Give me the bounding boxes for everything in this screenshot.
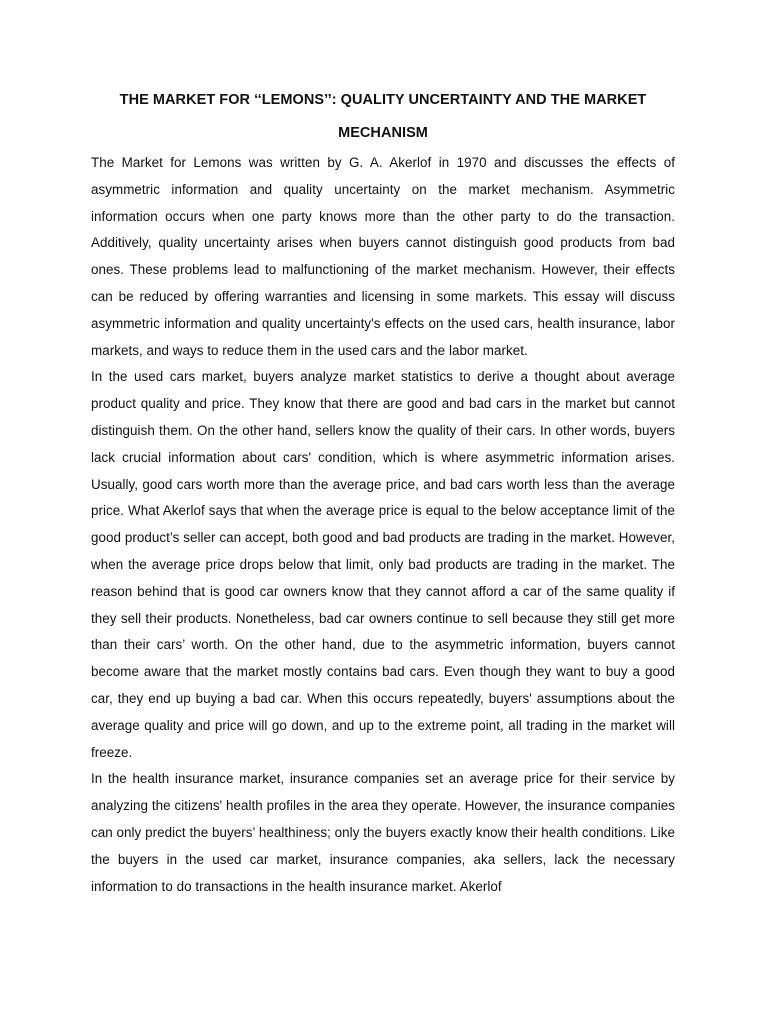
paragraph-intro: The Market for Lemons was written by G. A. Akerlof in 1970 and discusses the effects of asymmetric information and quality uncertainty on the market mechanism. Asymmetric information occurs when one party knows more than the other party to do the transaction. Additively, quality uncertainty arises when buyers cannot distinguish good products from bad ones. These problems lead to malfunctioning of the market mechanism. However, their effects can be reduced by offering warranties and licensing in some markets. This essay will discuss asymmetric information and quality uncertainty's effects on the used cars, health insurance, labor markets, and ways to reduce them in the used cars and the labor market. xyxy=(91,155,675,358)
document-body xyxy=(91,84,675,900)
paragraph-used-cars: In the used cars market, buyers analyze market statistics to derive a thought about average product quality and price. They know that there are good and bad cars in the market but cannot distinguish them. On the other hand, sellers know the quality of their cars. In other words, buyers lack crucial information about cars' condition, which is where asymmetric information arises. Usually, good cars worth more than the average price, and bad cars worth less than the average price. What Akerlof says that when the average price is equal to the below acceptance limit of the good product’s seller can accept, both good and bad products are trading in the market. However, when the average price drops below that limit, only bad products are trading in the market. The reason behind that is good car owners know that they cannot afford a car of the same quality if they sell their products. Nonetheless, bad car owners continue to sell because they still get more than their cars’ worth. On the other hand, due to the asymmetric information, buyers cannot become aware that the market mostly contains bad cars. Even though they want to buy a good car, they end up buying a bad car. When this occurs repeatedly, buyers' assumptions about the average quality and price will go down, and up to the extreme point, all trading in the market will freeze. xyxy=(91,369,675,760)
document-title: THE MARKET FOR ‘‘LEMONS’’: QUALITY UNCERTAINTY AND THE MARKET MECHANISM xyxy=(119,92,647,141)
paragraph-health-insurance: In the health insurance market, insurance companies set an average price for their service by analyzing the citizens' health profiles in the area they operate. However, the insurance companies can only predict the buyers’ healthiness; only the buyers exactly know their health conditions. Like the buyers in the used car market, insurance companies, aka sellers, lack the necessary information to do transactions in the health insurance market. Akerlof xyxy=(91,771,675,894)
